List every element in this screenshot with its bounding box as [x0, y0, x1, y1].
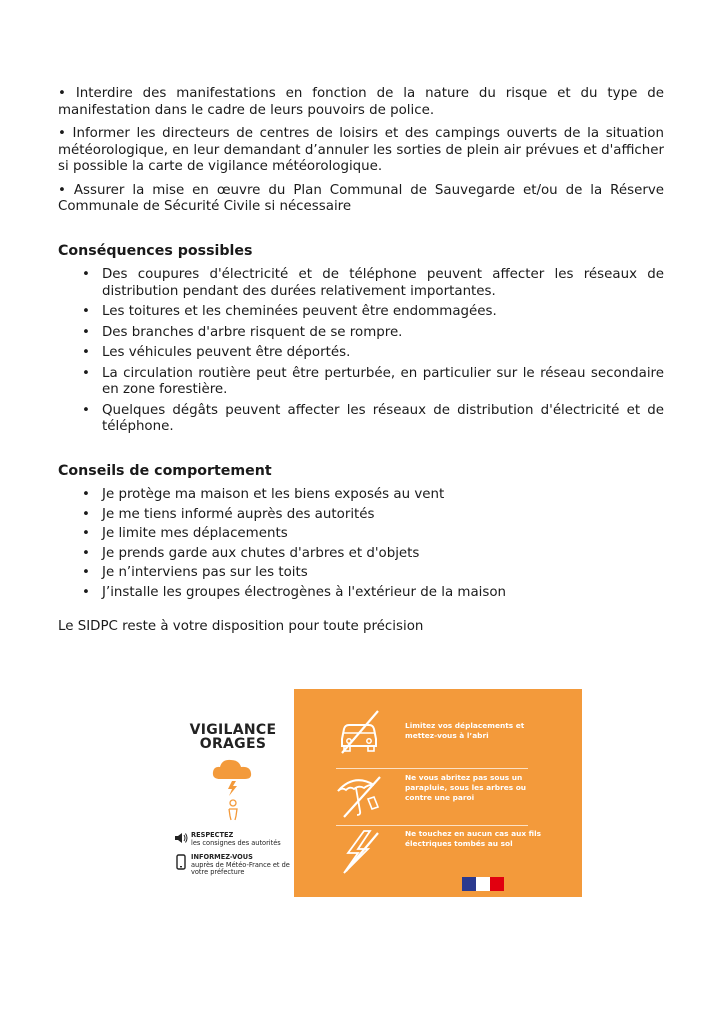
closing-sentence: Le SIDPC reste à votre disposition pour toute précision [58, 619, 424, 634]
infographic-left-panel [171, 689, 294, 897]
advice-text-2: Ne vous abritez pas sous un parapluie, sous les arbres ou contre une paroi [405, 773, 527, 802]
conseils-heading: Conseils de comportement [58, 462, 272, 479]
french-republic-flag [462, 877, 504, 891]
storm-cloud-icon [210, 755, 256, 797]
conseils-list [58, 487, 664, 601]
advice-text-3: Ne touchez en aucun cas aux fils électriques tombés au sol [405, 829, 542, 848]
informez-text: auprès de Météo-France et de votre préfecture [191, 860, 290, 877]
list-item: • Quelques dégâts peuvent affecter les réseaux de distribution d'électricité et de téléphone. [58, 403, 664, 436]
advice-row-3 [320, 829, 580, 889]
list-item: • J’installe les groupes électrogènes à l'extérieur de la maison [58, 585, 664, 602]
document-body [58, 86, 664, 636]
consequences-heading: Conséquences possibles [58, 242, 253, 259]
intro-paragraph-3: • Assurer la mise en œuvre du Plan Communal de Sauvegarde et/ou de la Réserve Communale de Sécurité Civile si nécessaire [58, 182, 664, 214]
consequences-list [58, 267, 664, 436]
separator [336, 825, 528, 826]
list-item: • Des coupures d'électricité et de téléphone peuvent affecter les réseaux de distribution pendant des durées relativement importantes. [58, 267, 664, 300]
respectez-block [174, 832, 281, 847]
speaker-icon [174, 832, 188, 844]
separator [336, 768, 528, 769]
respectez-label: RESPECTEZ [191, 831, 234, 839]
infographic-title: VIGILANCE ORAGES [189, 722, 277, 752]
list-item: • Je me tiens informé auprès des autorités [58, 507, 664, 524]
person-icon [226, 799, 240, 821]
list-item: • Je protège ma maison et les biens exposés au vent [58, 487, 664, 504]
informez-label: INFORMEZ-VOUS [191, 853, 253, 861]
advice-row-1 [320, 709, 580, 769]
no-car-icon [334, 709, 386, 755]
list-item: • Je limite mes déplacements [58, 526, 664, 543]
intro-paragraph-2: • Informer les directeurs de centres de loisirs et des campings ouverts de la situation météorologique, en leur demandant d’annuler les sorties de plein air prévues et d'afficher si possible la carte de vigilance météorologique. [58, 126, 664, 174]
advice-text-1: Limitez vos déplacements et mettez-vous à l’abri [405, 721, 525, 740]
informez-block [174, 854, 291, 877]
vigilance-orages-infographic [171, 689, 582, 897]
list-item: • Les toitures et les cheminées peuvent être endommagées. [58, 304, 664, 321]
list-item: • Je n’interviens pas sur les toits [58, 565, 664, 582]
no-electric-wire-icon [334, 829, 386, 875]
respectez-text: les consignes des autorités [191, 838, 281, 847]
list-item: • Les véhicules peuvent être déportés. [58, 345, 664, 362]
infographic-right-panel [294, 689, 582, 897]
list-item: • La circulation routière peut être perturbée, en particulier sur le réseau secondaire en zone forestière. [58, 366, 664, 399]
phone-icon [174, 854, 188, 870]
list-item: • Je prends garde aux chutes d'arbres et d'objets [58, 546, 664, 563]
intro-paragraph-1: • Interdire des manifestations en fonction de la nature du risque et du type de manifestation dans le cadre de leurs pouvoirs de police. [58, 86, 664, 118]
no-umbrella-icon [334, 773, 386, 819]
advice-row-2 [320, 773, 580, 833]
list-item: • Des branches d'arbre risquent de se rompre. [58, 325, 664, 342]
